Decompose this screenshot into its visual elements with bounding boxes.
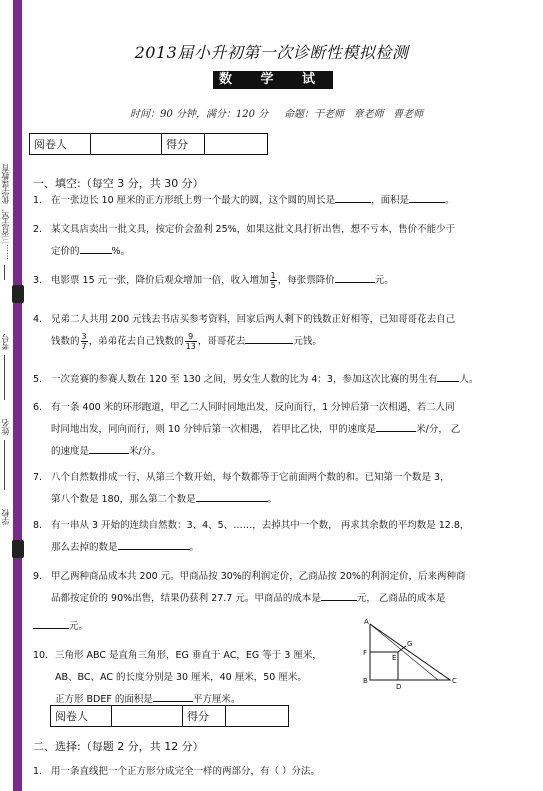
label-b: B: [363, 677, 368, 685]
score-table-2: [50, 705, 289, 727]
answer-blank[interactable]: [118, 537, 190, 550]
score-label: 得分: [162, 134, 205, 155]
sidebar-label-school: 学校: [1, 509, 10, 525]
answer-blank[interactable]: [437, 369, 459, 382]
answer-blank[interactable]: [89, 441, 129, 454]
score-table: [29, 133, 268, 155]
score-cell[interactable]: [226, 706, 289, 727]
answer-blank[interactable]: [80, 241, 112, 254]
sidebar-label-name: 姓名: [1, 419, 10, 435]
reviewer-cell[interactable]: [112, 706, 183, 727]
answer-blank[interactable]: [321, 588, 357, 601]
label-c: C: [452, 677, 457, 685]
answer-blank[interactable]: [153, 689, 193, 702]
label-g: G: [407, 640, 413, 648]
section-heading-fill: 一、填空:（每空 3 分，共 30 分）: [33, 177, 204, 190]
sidebar-fill-line: [4, 440, 5, 490]
reviewer-label: 阅卷人: [51, 706, 112, 727]
binding-sidebar: [0, 0, 22, 791]
answer-blank[interactable]: [409, 190, 445, 203]
sidebar-fill-line: [4, 265, 5, 280]
score-cell[interactable]: [205, 134, 268, 155]
fraction: $\frac{9}{13}$: [185, 332, 196, 351]
question-3: 3. 电影票 15 元一张，降价后观众增加一倍，收入增加 $\frac{1}{5}$ ，每张票降价 元。: [33, 271, 394, 290]
question-8: 8. 有一串从 3 开始的连续自然数：3、4、5、……，去掉其中一个数， 再求其余数的平均数是 12.8， 那么去掉的数是 。: [33, 520, 470, 553]
label-d: D: [396, 683, 402, 690]
label-a: A: [364, 618, 369, 626]
question-6: 6. 有一条 400 米的环形跑道，甲乙二人同时同地出发，反向而行，1 分钟后第一次相遇，若二人同 时同地出发，同向而行，则 10 分钟后第一次相遇， 若甲比乙快，甲的速度是 米/分， 乙 的速度是 米/分。: [33, 402, 461, 457]
answer-blank[interactable]: [245, 331, 293, 344]
reviewer-cell[interactable]: [91, 134, 162, 155]
subject-banner: 数 学 试 题: [213, 71, 333, 89]
label-f: F: [363, 649, 368, 657]
answer-blank[interactable]: [33, 616, 69, 629]
binding-mark: [12, 540, 24, 558]
question-10: 10. 三角形 ABC 是直角三角形，EG 垂直于 AC，EG 等于 3 厘米， AB、BC、AC 的长度分别是 30 厘米，40 厘米，50 厘米。 正方形 BDEF 的面积是 平方厘米。: [33, 650, 322, 705]
question-7: 7. 八个自然数排成一行，从第三个数开始，每个数都等于它前面两个数的和。已知第一个数是 3， 第八个数是 180，那么第二个数是 。: [33, 472, 450, 505]
page-title: 2013届小升初第一次诊断性模拟检测: [134, 43, 409, 62]
sidebar-label-exam-number: 考号: [1, 334, 10, 350]
purple-binding-strip: [13, 0, 22, 791]
label-e: E: [392, 654, 397, 662]
reviewer-label: 阅卷人: [30, 134, 91, 155]
question-1: 1. 在一张边长 10 厘米的正方形纸上剪一个最大的圆，这个圆的周长是 ，面积是 。: [33, 190, 528, 212]
answer-blank[interactable]: [335, 270, 375, 283]
question-9: 9. 甲乙两种商品成本共 200 元。甲商品按 30%的利润定价，乙商品按 20%的利润定价，后来两种商 品都按定价的 90%出售，结果仍获利 27.7 元。甲商品的成本是 元， 乙商品的成本是 元。: [33, 571, 466, 632]
question-4: 4. 兄弟二人共用 200 元钱去书店买参考资料，回家后两人剩下的钱数正好相等，已知哥哥花去自己 钱数的 $\frac{3}{7}$ ，弟弟花去自己钱数的 $\frac{9}{13}$ ，哥哥花去 元钱。: [33, 314, 456, 351]
answer-blank[interactable]: [335, 190, 371, 203]
question-2: 2. 某文具店卖出一批文具，按定价会盈利 25%，如果这批文具打折出售，想不亏本，售价不能少于 定价的 %。: [33, 224, 456, 257]
question-5: 5. 一次竞赛的参赛人数在 120 至 130 之间，男女生人数的比为 4：3，参加这次比赛的男生有 人。: [33, 369, 528, 391]
choice-question-1: 1. 用一条直线把一个正方形分成完全一样的两部分，有（ ）分法。: [33, 766, 321, 777]
sidebar-fill-line: [4, 355, 5, 400]
exam-meta: 时间：90 分钟，满分：120 分 命题：干老师 章老师 曹老师: [130, 109, 424, 120]
answer-blank[interactable]: [196, 489, 268, 502]
binding-mark: [12, 285, 24, 303]
fraction: $\frac{1}{5}$: [270, 271, 276, 290]
score-label: 得分: [183, 706, 226, 727]
section-heading-choice: 二、选择:（每题 2 分，共 12 分）: [33, 740, 204, 753]
sidebar-slogan: ……三省学堂，优学谋教育: [1, 164, 10, 260]
answer-blank[interactable]: [376, 419, 416, 432]
fraction: $\frac{3}{7}$: [81, 332, 87, 351]
triangle-figure: [362, 618, 462, 690]
